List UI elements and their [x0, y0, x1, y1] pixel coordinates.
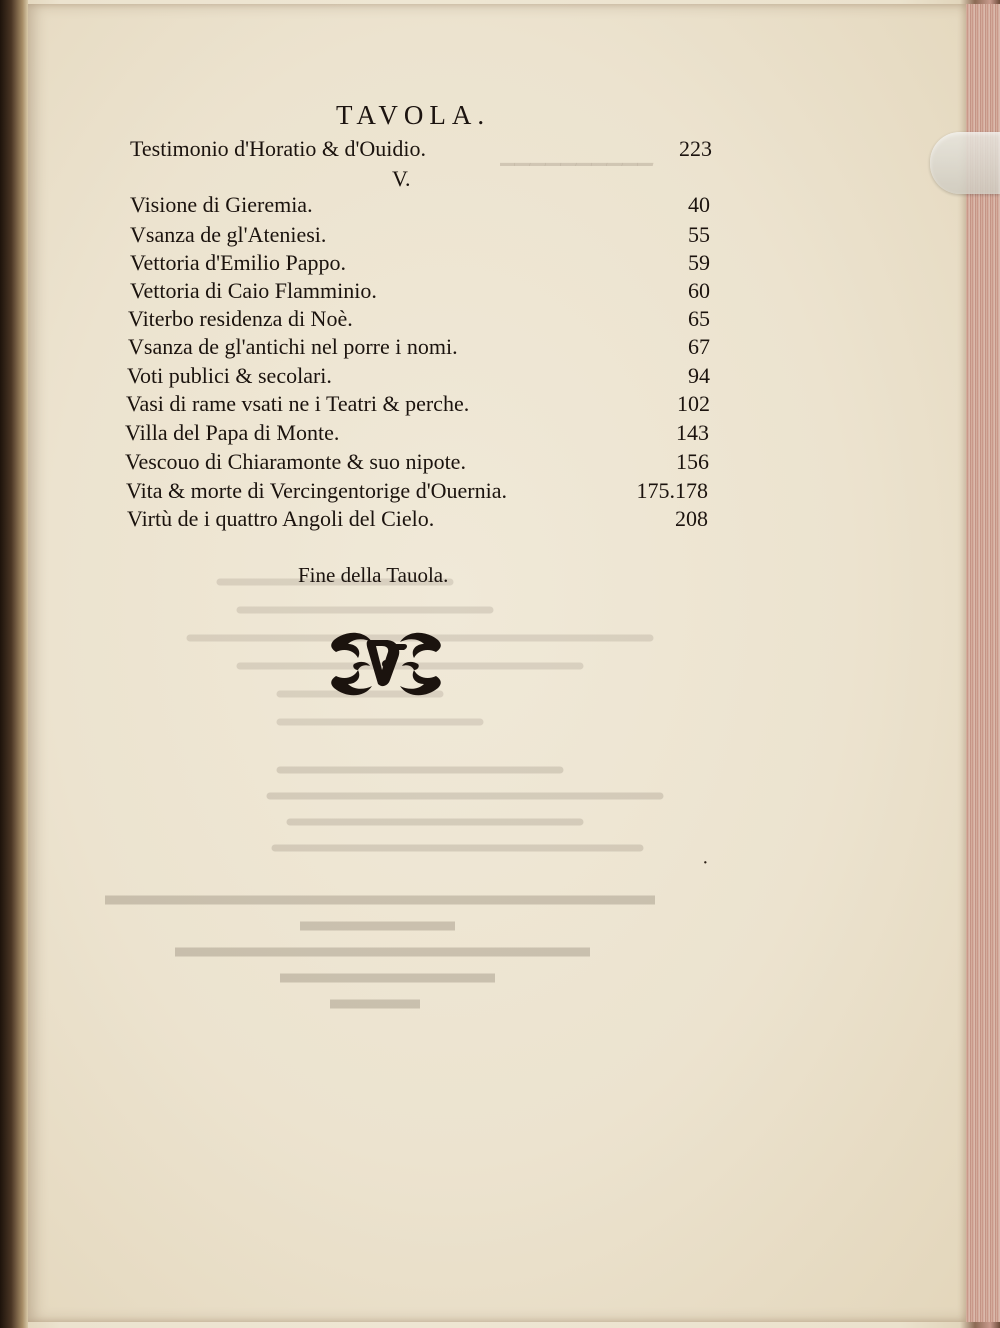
- index-entry-page: 55: [688, 222, 710, 247]
- index-entry-page: 59: [688, 250, 710, 275]
- index-entry-page: 208: [675, 506, 708, 531]
- index-entry-page: 175.178: [636, 478, 708, 503]
- index-entry-label: Viterbo residenza di Noè.: [128, 306, 353, 331]
- page-tab-marker: [930, 132, 1000, 194]
- facing-page-edge: [0, 0, 28, 1328]
- fleuron-ornament-icon: [324, 626, 448, 702]
- index-entry-label: Vasi di rame vsati ne i Teatri & perche.: [126, 391, 470, 416]
- index-entry-label: Visione di Gieremia.: [130, 192, 313, 217]
- index-entry-label: Vescouo di Chiaramonte & suo nipote.: [125, 449, 466, 474]
- index-entry-page: 223: [679, 136, 712, 161]
- index-entry-label: Virtù de i quattro Angoli del Cielo.: [127, 506, 435, 531]
- index-entry-page: 143: [676, 420, 709, 445]
- section-letter: V.: [392, 166, 411, 191]
- index-entry-page: 65: [688, 306, 710, 331]
- index-entry-label: Vsanza de gl'Ateniesi.: [130, 222, 327, 247]
- closing-line: Fine della Tauola.: [298, 563, 449, 587]
- running-head: TAVOLA.: [336, 100, 491, 130]
- index-entry-page: 156: [676, 449, 709, 474]
- index-entry-label: Vettoria di Caio Flamminio.: [130, 278, 377, 303]
- index-entry-label: Voti publici & secolari.: [127, 363, 332, 388]
- index-entry-page: 67: [688, 334, 710, 359]
- index-entry-label: Vita & morte di Vercingentorige d'Ouernia.: [126, 478, 508, 503]
- page-fore-edge: [966, 4, 1000, 1322]
- printer-mark: ·: [702, 852, 709, 874]
- index-entry-page: 60: [688, 278, 710, 303]
- index-entry-page: 94: [688, 363, 710, 388]
- index-entry-label: Villa del Papa di Monte.: [125, 420, 340, 445]
- index-entry-page: 102: [677, 391, 710, 416]
- index-entry-label: Testimonio d'Horatio & d'Ouidio.: [130, 136, 427, 161]
- index-entry-label: Vsanza de gl'antichi nel porre i nomi.: [128, 334, 458, 359]
- index-entry-page: 40: [688, 192, 710, 217]
- index-entry-label: Vettoria d'Emilio Pappo.: [130, 250, 346, 275]
